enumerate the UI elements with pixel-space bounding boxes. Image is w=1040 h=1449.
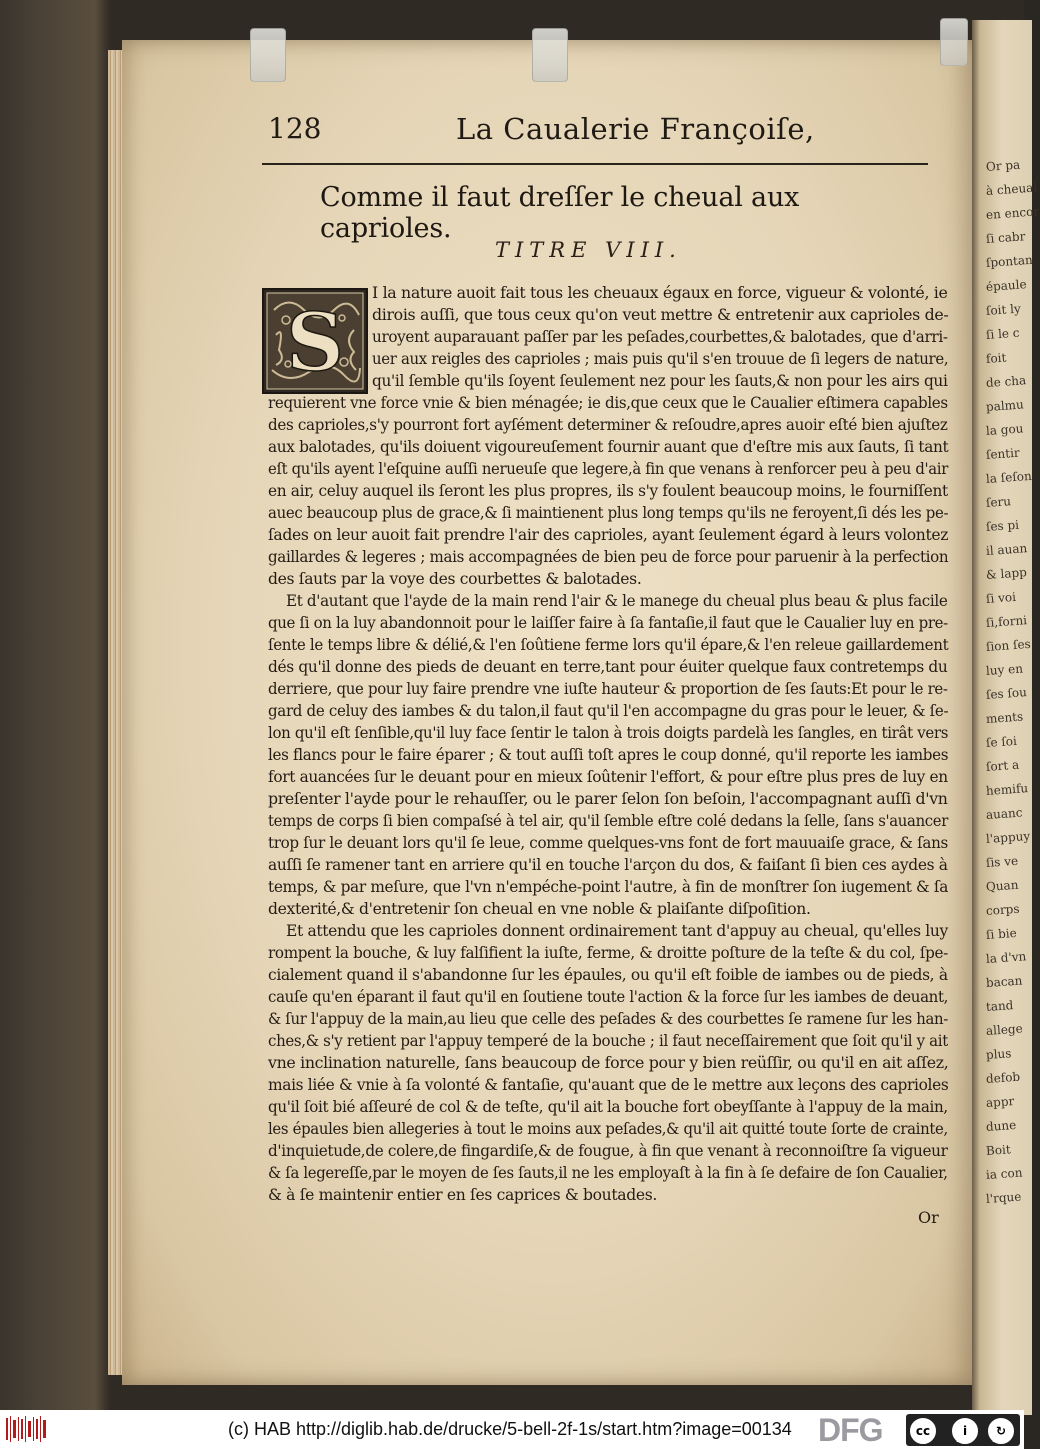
text-line: gard de celuy des iambes & du talon,il faut qu'il l'en accompagne du gras pour le leuer, & ſe- — [268, 702, 949, 720]
text-line: & ſur l'appuy de la main,au lieu que celle des peſades & des courbettes ſe ramene ſur les han- — [268, 1010, 948, 1028]
catchword: Or — [918, 1208, 939, 1227]
right-page-fragment-line: bacan — [985, 973, 1023, 990]
right-page-fragment-line: en encor — [985, 204, 1040, 222]
running-title: La Caualerie Françoiſe, — [456, 112, 815, 146]
text-line: rompent la bouche, & luy falſifient la iuſte, ferme, & droitte poſture de la teſte & du col, ſpe- — [268, 944, 948, 962]
text-line: ches,& s'y retient par l'appuy temperé de la bouche ; il faut neceſſairement que ſoit qu'il y ait — [268, 1032, 948, 1050]
right-page-fragment-line: de cha — [985, 373, 1027, 390]
text-line: gaillardes & legeres ; mais accompagnées de bien peu de force pour paruenir à la perfection — [268, 548, 949, 566]
right-page-fragment-line: la ſeſon — [985, 468, 1033, 486]
text-line: lon qu'il eſt ſenſible,qu'il luy face ſentir le talon à trois doigts pardelà les ſangles, en tirât vers — [268, 724, 949, 742]
chapter-heading: Comme il faut dreſſer le cheual aux caprioles. — [320, 182, 800, 244]
right-page-fragment-line: ſes pi — [985, 517, 1020, 534]
right-page-fragment-line: ſentir — [985, 445, 1021, 462]
right-page-fragment-line: ſi voi — [985, 589, 1017, 606]
text-line: eſt qu'ils ayent l'eſquine auſſi nerueuſe que legere,à fin que venans à renforcer peu à peu d'air — [268, 460, 948, 478]
text-line: des caprioles,s'y pourront fort ayſément determiner & reſoudre,apres auoir eſté bien ajuſtez — [268, 416, 948, 434]
page-clip — [940, 18, 968, 66]
header-rule — [262, 163, 928, 165]
text-line: ſades on leur auoit fait prendre l'air des caprioles, ayant ſeulement égard à leurs volontez — [268, 526, 949, 544]
footer-bar — [0, 1410, 1024, 1449]
right-page-fragment-line: ſi cabr — [985, 229, 1026, 246]
by-attribution-icon: i — [952, 1418, 978, 1444]
right-page-fragment-line: ſpontan — [985, 252, 1034, 270]
text-line: & à ſe maintenir entier en ſes caprices & boutades. — [268, 1186, 657, 1204]
text-line: dirois auſſi, que tous ceux qu'on veut mettre & entretenir aux caprioles de- — [372, 306, 949, 324]
right-page-fragment-line: luy en — [985, 661, 1024, 678]
right-page-fragment-line: Boit — [985, 1142, 1012, 1158]
right-page-fragment-line: plus — [985, 1046, 1012, 1062]
right-page-fragment-line: Quan — [985, 877, 1019, 894]
right-page-fragment-line: ſion ſes — [985, 636, 1032, 654]
cc-by-label: BY — [956, 1436, 967, 1444]
right-page-fragment-line: ſes ſou — [985, 685, 1028, 702]
text-line: d'inquietude,de colere,de fingardiſe,& de fougue, à fin que venant à reconnoiſtre ſa vigueur — [268, 1142, 948, 1160]
dfg-logo: DFG — [818, 1412, 883, 1448]
right-page-fragment-line: ia con — [985, 1165, 1023, 1182]
right-page-fragment-line: auanc — [985, 805, 1023, 822]
right-page-fragment-line: dune — [985, 1117, 1017, 1134]
right-page-fragment-line: la d'vn — [985, 949, 1027, 966]
right-page-fragment-line: à cheual — [985, 180, 1038, 198]
text-line: les épaules bien allegeries à tout le moins aux peſades,& qu'il ait quitté toute ſorte de crainte, — [268, 1120, 948, 1138]
right-page-fragment-line: allege — [985, 1021, 1024, 1038]
text-line: aux balotades, qu'ils doiuent vigoureuſement fournir auant que d'eſtre mis aux ſauts, ſi tant — [268, 438, 949, 456]
text-line: en air, celuy auquel ils ſeront les plus propres, ils s'y foulent beaucoup moins, le fourniſſent — [268, 482, 948, 500]
right-page-fragment-line: ſis ve — [985, 853, 1019, 870]
right-page-fragment-line: defob — [985, 1069, 1021, 1086]
right-page-fragment-line: ſi bie — [985, 925, 1018, 942]
right-page-fragment-line: épaule — [985, 277, 1027, 294]
right-page-fragment-line: tand — [985, 998, 1014, 1014]
ornament-icon — [264, 290, 366, 392]
text-line: mais liée & vnie à ſa volonté & fantaſie, qu'auant que de le mettre aux leçons des caprioles — [268, 1076, 949, 1094]
right-page-fragment-line: l'appuy — [985, 828, 1031, 846]
right-page-fragment-line: l'rque — [985, 1189, 1022, 1206]
page-header — [268, 112, 928, 156]
right-page-fragment-line: Or pa — [985, 157, 1021, 174]
right-page-fragment-line: il auan — [985, 541, 1028, 558]
text-line: dexterité,& d'entretenir ſon cheual en vne noble & plaiſante diſpoſition. — [268, 900, 811, 918]
share-alike-icon: ↻ — [988, 1418, 1014, 1444]
right-page-fragment-line: ſi,forni — [985, 613, 1028, 630]
right-page-fragment-line: ſe ſoi — [985, 733, 1018, 750]
section-label: TITRE VIII. — [495, 238, 682, 262]
text-line: fort auancées ſur le deuant pour en mieux ſoûtenir l'effort, & pour eſtre plus pres de luy en — [268, 768, 948, 786]
credit-link[interactable]: (c) HAB http://diglib.hab.de/drucke/5-bell-2f-1s/start.htm?image=00134 — [228, 1419, 792, 1439]
right-page-fragment — [972, 20, 1040, 1415]
text-line: les flancs pour le faire éparer ; & tout auſſi toſt apres le coup donné, qu'il reporte les iambes — [268, 746, 949, 764]
right-page-fragment-line: ſeru — [985, 494, 1012, 510]
text-line: cauſe qu'en éparant il faut qu'il en ſoutiene toute l'action & la force ſur les iambes de deuant, — [268, 988, 949, 1006]
dropcap-letter: S — [286, 295, 344, 389]
text-line: auec beaucoup plus de grace,& ſi maintienent plus long temps qu'ils ne feroyent,ſi dés les pe- — [268, 504, 949, 522]
text-line: qu'il ſemble qu'ils ſoyent ſeulement nez pour les ſauts,& non pour les airs qui — [372, 372, 948, 390]
page-clip — [532, 28, 568, 82]
text-line: uer aux reigles des caprioles ; mais puis qu'il s'en trouue de ſi legers de nature, — [372, 350, 949, 368]
text-line: uroyent auparauant paſſer par les peſades,courbettes,& balotades, que d'arri- — [372, 328, 948, 346]
barcode-icon — [4, 1414, 48, 1444]
text-line: temps de corps ſi bien compaſsé à tel air, qu'il ſemble eſtre colé dedans la ſelle, ſans s'auancer — [268, 812, 949, 830]
right-page-fragment-line: foit — [985, 350, 1007, 366]
text-line: temps, & par meſure, que l'vn n'empéche-point l'autre, à fin de monſtrer ſon iugement & ſa — [268, 878, 949, 896]
page-number: 128 — [268, 112, 322, 145]
right-page-fragment-line: hemifu — [985, 781, 1029, 798]
text-line: qu'il ſoit bié aſſeuré de col & de teſte, qu'il ait la bouche fort obeyſſante à l'appuy de la main, — [268, 1098, 948, 1116]
text-line: Et d'autant que l'ayde de la main rend l'air & le manege du cheual plus beau & plus facile — [286, 592, 948, 610]
right-page-fragment-line: corps — [985, 901, 1020, 918]
text-line: preſenter l'ayde pour le rehauſſer, ou le parer ſelon ſon beſoin, l'accompagnant auſſi d'vn — [268, 790, 948, 808]
cc-sa-label: SA — [992, 1436, 1003, 1444]
right-page-fragment-line: ſi le c — [985, 325, 1020, 342]
text-line: cialement quand il s'abandonne ſur les épaules, ou qu'il eſt foible de iambes ou de pieds, à — [268, 966, 948, 984]
right-page-fragment-line: ſoit ly — [985, 301, 1022, 318]
text-line: & ſa legereſſe,par le moyen de ſes ſauts,il ne les employaſt à la fin à ſe defaire de ſon Caualier, — [268, 1164, 948, 1182]
text-line: auſſi ſe ramener tant en arriere qu'il en touche l'arçon du dos, & faiſant ſi bien ces aydes à — [268, 856, 948, 874]
text-line: vne inclination naturelle, ſans beaucoup de force pour y bien reüſſir, ou qu'il en ait aſſez, — [268, 1054, 949, 1072]
text-line: I la nature auoit fait tous les cheuaux égaux en force, vigueur & volonté, ie — [372, 284, 948, 302]
text-line: requierent vne force vnie & bien ménagée; ie dis,que ceux que le Caualier eſtimera capables — [268, 394, 948, 412]
right-page-fragment-line: palmu — [985, 397, 1025, 414]
text-line: des ſauts par la voye des courbettes & balotades. — [268, 570, 642, 588]
right-page-fragment-line: & lapp — [985, 565, 1028, 582]
right-page-fragment-line: ſort a — [985, 757, 1020, 774]
right-page-fragment-line: ments — [985, 709, 1024, 726]
cc-icon: cc — [910, 1418, 936, 1444]
page-clip — [250, 28, 286, 82]
text-line: ſente le temps libre & délié,& l'en ſoûtiene ferme lors qu'il épare,& l'en releue gaillardement — [268, 636, 949, 654]
right-page-fragment-line: appr — [985, 1094, 1015, 1110]
text-line: dés qu'il donne des pieds de deuant en terre,tant pour éuiter quelque faux contretemps du — [268, 658, 948, 676]
text-line: Et attendu que les caprioles donnent ordinairement tant d'appuy au cheual, qu'elles luy — [286, 922, 948, 940]
text-line: trop ſur le deuant lors qu'il ſe leue, comme quelques-vns font de fort mauuaiſe grace, & ſans — [268, 834, 948, 852]
cc-license-badge[interactable] — [906, 1414, 1020, 1446]
right-page-fragment-line: la gou — [985, 421, 1024, 438]
decorated-initial — [262, 288, 368, 394]
text-line: que ſi on la luy abandonnoit pour le laiſſer faire à ſa fantaſie,il faut que le Caualier luy en pre- — [268, 614, 948, 632]
text-line: derriere, que pour luy faire prendre vne iuſte hauteur & proportion de ſes ſauts:Et pour le re- — [268, 680, 948, 698]
